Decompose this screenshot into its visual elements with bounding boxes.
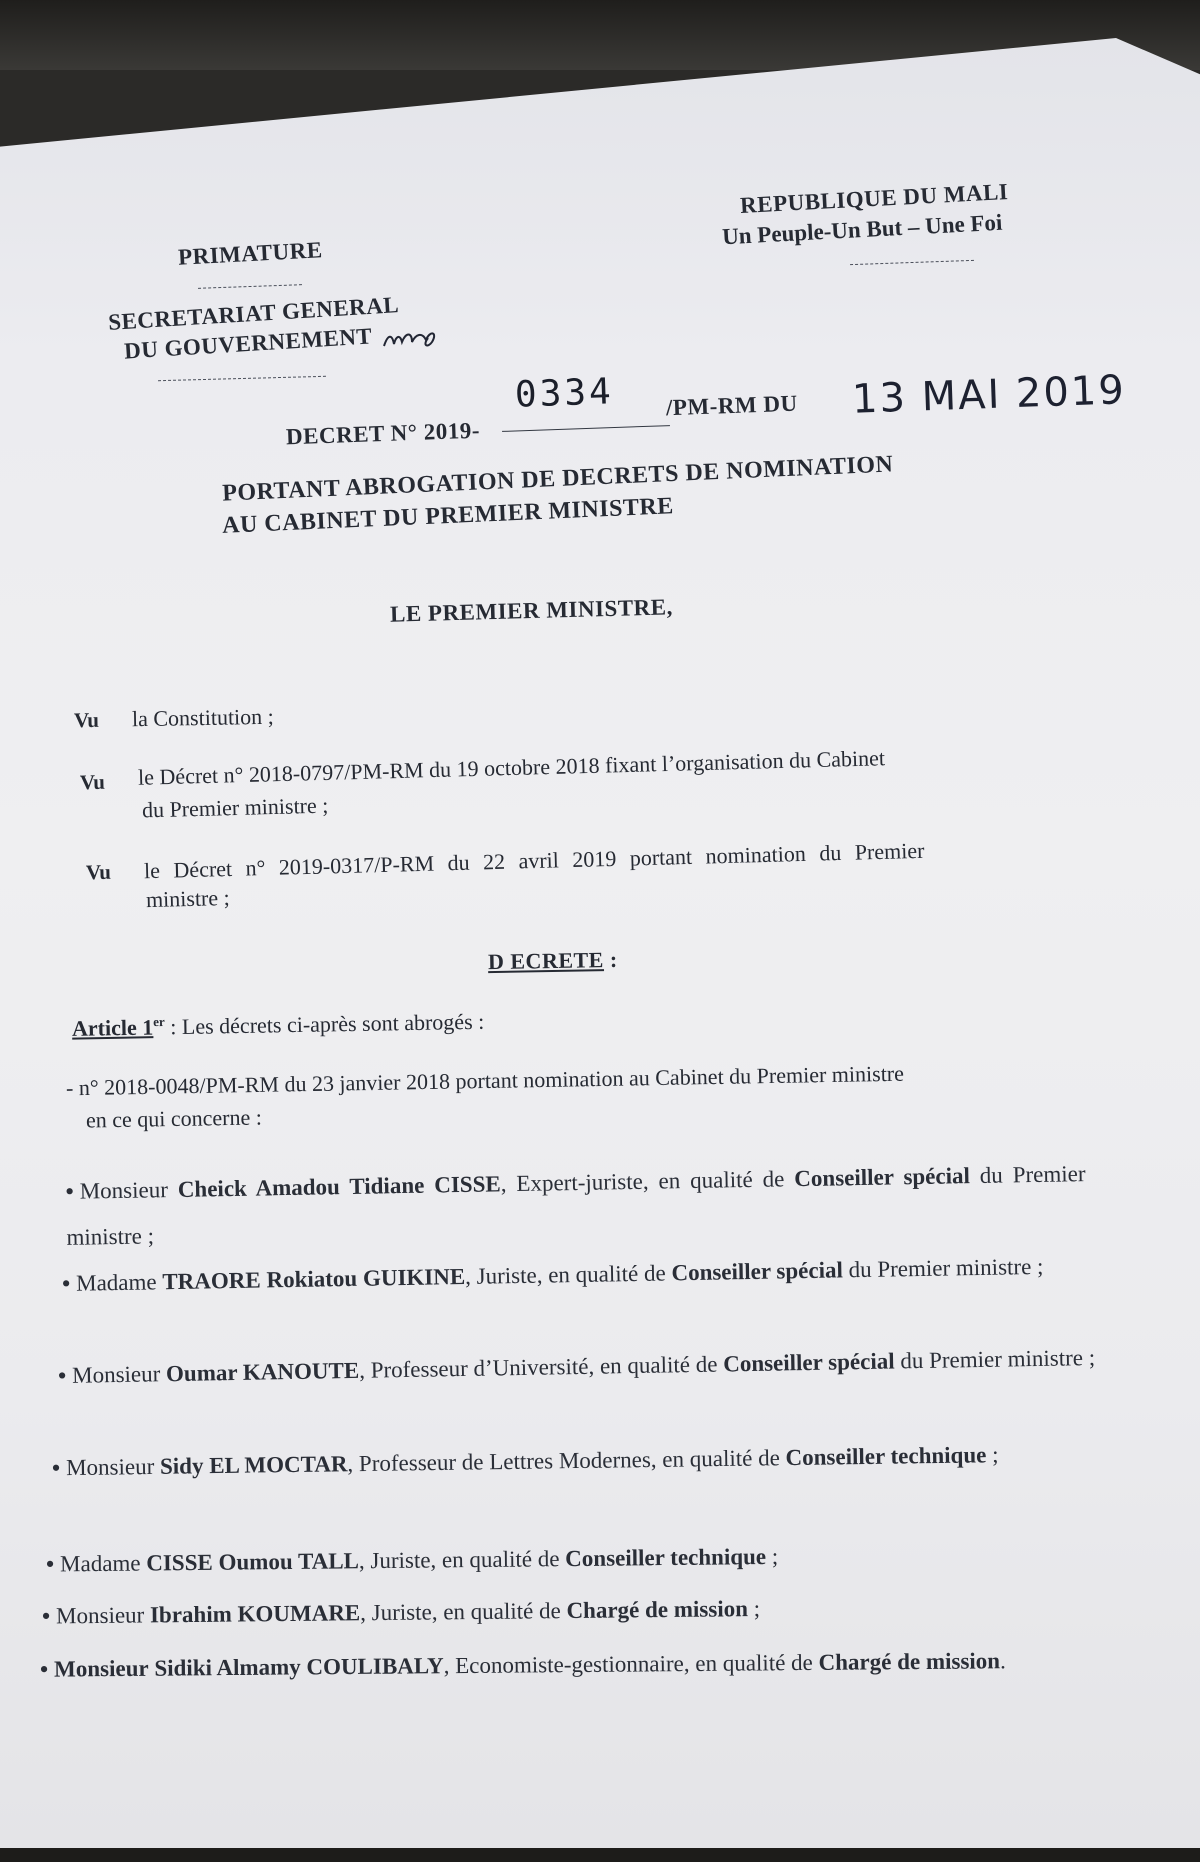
article-1-text: : Les décrets ci-après sont abrogés : (164, 1008, 485, 1040)
consideration-3-line2: ministre ; (145, 884, 231, 913)
header-motto: Un Peuple-Un But – Une Foi (721, 209, 1003, 250)
nominee-title: Monsieur (71, 1361, 161, 1388)
nominee-name: TRAORE Rokiatou GUIKINE (162, 1263, 466, 1295)
vu-label: Vu (85, 859, 112, 885)
header-republique: REPUBLIQUE DU MALI (739, 178, 1009, 219)
decrete-colon: : (603, 946, 618, 973)
nominee-profession: , Professeur de Lettres Modernes, en qualité de (347, 1445, 786, 1477)
nominee-tail: du Premier ministre ; (66, 1161, 1086, 1250)
consideration-2-line2: du Premier ministre ; (141, 792, 329, 823)
nominee-role: Chargé de mission (818, 1648, 1001, 1675)
nominee-item (58, 1335, 1099, 1399)
decrete-label: D ECRETE (487, 947, 605, 975)
nominee-profession: , Professeur d’Université, en qualité de (358, 1351, 724, 1383)
nominee-tail: ; (765, 1543, 779, 1570)
vu-label: Vu (79, 769, 106, 795)
article-1-label: Article 1 (71, 1014, 154, 1041)
nominee-tail: du Premier ministre ; (842, 1253, 1044, 1283)
nominee-title: Monsieur (65, 1453, 155, 1481)
decree-number-line (502, 425, 670, 432)
nominee-tail: ; (986, 1442, 999, 1468)
nominee-name: Ibrahim KOUMARE (149, 1600, 361, 1628)
header-primature: PRIMATURE (177, 237, 324, 270)
consideration-1: la Constitution ; (131, 703, 274, 732)
decree-suffix: /PM-RM DU (665, 390, 798, 421)
nominee-name: CISSE Oumou TALL (146, 1548, 360, 1576)
bullet-icon: • (39, 1656, 49, 1682)
header-left-divider-1 (198, 284, 302, 289)
nominee-item (46, 1530, 1106, 1587)
decree-title-line2: AU CABINET DU PREMIER MINISTRE (221, 493, 675, 539)
bullet-icon: • (57, 1362, 67, 1389)
nominee-tail: ; (747, 1596, 761, 1622)
nominee-name: Sidy EL MOCTAR (159, 1451, 348, 1479)
header-gouvernement: DU GOUVERNEMENT (123, 323, 373, 364)
bullet-icon: • (65, 1178, 74, 1204)
nominee-name: Sidiki Almamy COULIBALY (154, 1653, 444, 1681)
nominee-title: Madame (75, 1269, 157, 1296)
nominee-tail: du Premier ministre ; (894, 1344, 1096, 1374)
nominee-role: Conseiller technique (785, 1442, 987, 1471)
bullet-icon: • (61, 1270, 71, 1296)
decrete-heading (488, 947, 618, 976)
nominee-name: Oumar KANOUTE (165, 1357, 360, 1387)
nominee-role: Conseiller technique (565, 1544, 767, 1572)
nominee-role: Conseiller spécial (671, 1257, 844, 1286)
nominee-title: Madame (59, 1550, 141, 1577)
authority-heading: LE PREMIER MINISTRE, (389, 594, 674, 627)
nominee-name: Cheick Amadou Tidiane CISSE (177, 1171, 501, 1202)
nominee-role: Conseiller spécial (794, 1163, 971, 1192)
header-right-divider (850, 260, 974, 265)
nominee-profession: , Juriste, en qualité de (464, 1260, 672, 1289)
nominee-item (42, 1582, 1102, 1639)
nominee-item (65, 1151, 1086, 1261)
abrogated-decree-line1: - n° 2018-0048/PM-RM du 23 janvier 2018 portant nomination au Cabinet du Premier ministre (65, 1060, 905, 1101)
decree-prefix: DECRET N° 2019- (285, 417, 481, 450)
bullet-icon: • (51, 1455, 61, 1481)
nominee-item (52, 1431, 1109, 1492)
bullet-icon: • (41, 1603, 51, 1629)
nominee-profession: , Juriste, en qualité de (358, 1546, 566, 1574)
nominee-title: Monsieur (53, 1655, 149, 1682)
article-1-sup: er (153, 1013, 165, 1030)
vu-label: Vu (73, 707, 100, 733)
nominee-title: Monsieur (79, 1177, 169, 1204)
header-secretariat: SECRETARIAT GENERAL (107, 292, 400, 335)
decree-number: 0334 (514, 371, 615, 416)
abrogated-decree-line2: en ce qui concerne : (85, 1104, 263, 1133)
nominee-role: Conseiller spécial (722, 1348, 895, 1377)
bullet-icon: • (45, 1551, 55, 1577)
nominee-item (40, 1637, 1116, 1692)
nominee-profession: , Economiste-gestionnaire, en qualité de (443, 1649, 819, 1679)
nominee-profession: , Expert-juriste, en qualité de (500, 1166, 795, 1197)
nominee-tail: . (999, 1648, 1006, 1674)
decree-title-line1: PORTANT ABROGATION DE DECRETS DE NOMINATION (221, 451, 894, 507)
nominee-title: Monsieur (55, 1602, 145, 1629)
header-left-divider-2 (158, 376, 326, 381)
consideration-2-line1: le Décret n° 2018-0797/PM-RM du 19 octobre 2018 fixant l’organisation du Cabinet (137, 745, 886, 790)
nominee-profession: , Juriste, en qualité de (360, 1598, 567, 1626)
handwritten-initials (382, 326, 440, 352)
consideration-3-line1: le Décret n° 2019-0317/P-RM du 22 avril 2019 portant nomination du Premier (143, 837, 925, 884)
decree-date-stamp: 13 MAI 2019 (851, 367, 1127, 423)
article-1-intro (72, 1008, 485, 1042)
nominee-role: Chargé de mission (566, 1596, 749, 1624)
